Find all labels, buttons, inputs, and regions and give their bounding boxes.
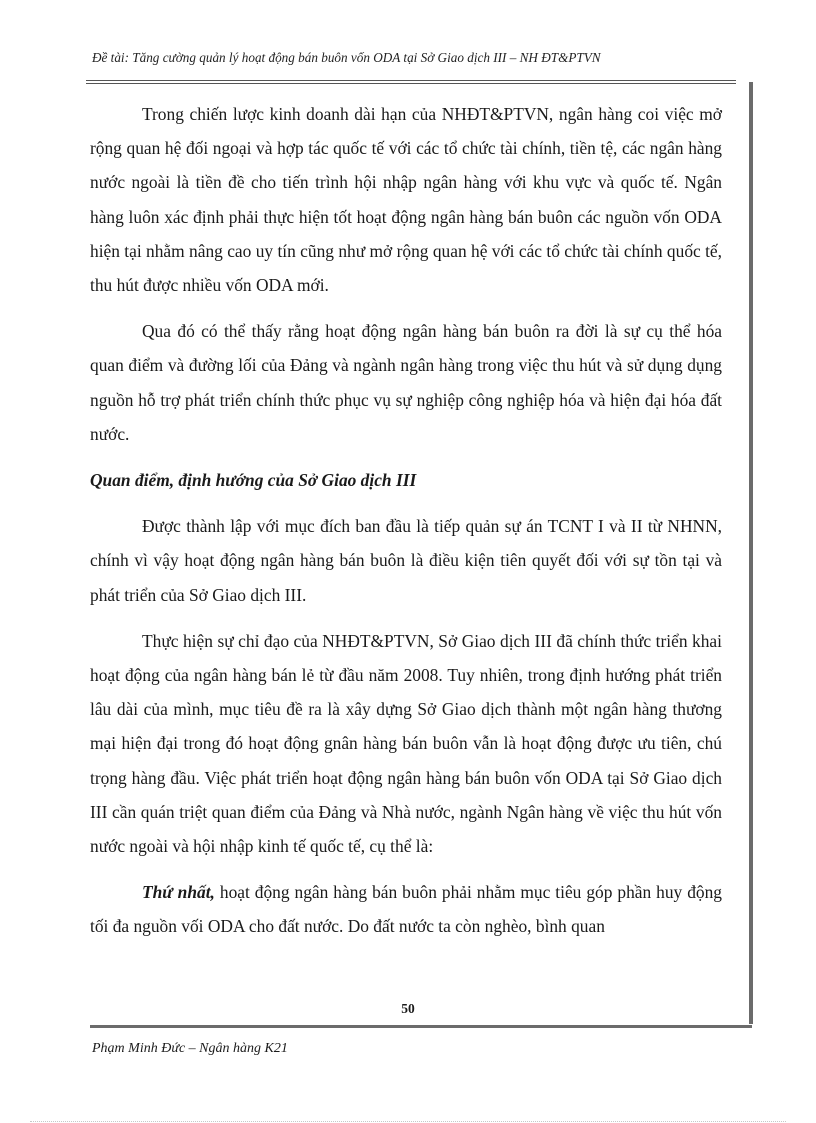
page-header-title: Đề tài: Tăng cường quản lý hoạt động bán buôn vốn ODA tại Sở Giao dịch III – NH ĐT&PTVN: [92, 50, 601, 65]
right-border-bar: [749, 82, 753, 1024]
first-point-paragraph: [90, 875, 722, 943]
first-point-lead: Thứ nhất,: [142, 882, 215, 903]
page-break-line: [30, 1121, 786, 1122]
page-number: 50: [401, 1001, 415, 1016]
header-divider: [86, 80, 736, 84]
footer-divider: [90, 1025, 752, 1028]
body-text: [90, 97, 722, 956]
paragraph: Qua đó có thể thấy rằng hoạt động ngân hàng bán buôn ra đời là sự cụ thể hóa quan điểm và đường lối của Đảng và ngành ngân hàng trong việc thu hút và sử dụng dụng nguồn hỗ trợ phát triển chính thức phục vụ sự nghiệp công nghiệp hóa và hiện đại hóa đất nước.: [90, 321, 722, 444]
section-heading: Quan điểm, định hướng của Sở Giao dịch III: [90, 470, 417, 491]
paragraph: Thực hiện sự chỉ đạo của NHĐT&PTVN, Sở Giao dịch III đã chính thức triển khai hoạt động của ngân hàng bán lẻ từ đầu năm 2008. Tuy nhiên, trong định hướng phát triển lâu dài của mình, mục tiêu đề ra là xây dựng Sở Giao dịch thành một ngân hàng thương mại hiện đại trong đó hoạt động gnân hàng bán buôn vẫn là hoạt động được ưu tiên, chú trọng hàng đầu. Việc phát triển hoạt động ngân hàng bán buôn vốn ODA tại Sở Giao dịch III cần quán triệt quan điểm của Đảng và Nhà nước, ngành Ngân hàng về việc thu hút vốn nước ngoài và hội nhập kinh tế quốc tế, cụ thể là:: [90, 630, 722, 857]
paragraph: Trong chiến lược kinh doanh dài hạn của NHĐT&PTVN, ngân hàng coi việc mở rộng quan hệ đối ngoại và hợp tác quốc tế với các tổ chức tài chính, tiền tệ, các ngân hàng nước ngoài là tiền đề cho tiến trình hội nhập ngân hàng với khu vực và quốc tế. Ngân hàng luôn xác định phải thực hiện tốt hoạt động ngân hàng bán buôn các nguồn vốn ODA hiện tại nhằm nâng cao uy tín cũng như mở rộng quan hệ với các tổ chức tài chính quốc tế, thu hút được nhiều vốn ODA mới.: [90, 104, 722, 296]
paragraph: Được thành lập với mục đích ban đầu là tiếp quản sự án TCNT I và II từ NHNN, chính vì vậy hoạt động ngân hàng bán buôn là điều kiện tiên quyết đối với sự tồn tại và phát triển của Sở Giao dịch III.: [90, 516, 722, 605]
footer-author: Phạm Minh Đức – Ngân hàng K21: [92, 1041, 288, 1056]
first-point-text: hoạt động ngân hàng bán buôn phải nhằm mục tiêu góp phần huy động tối đa nguồn vối ODA cho đất nước. Do đất nước ta còn nghèo, bình quan: [90, 882, 722, 937]
